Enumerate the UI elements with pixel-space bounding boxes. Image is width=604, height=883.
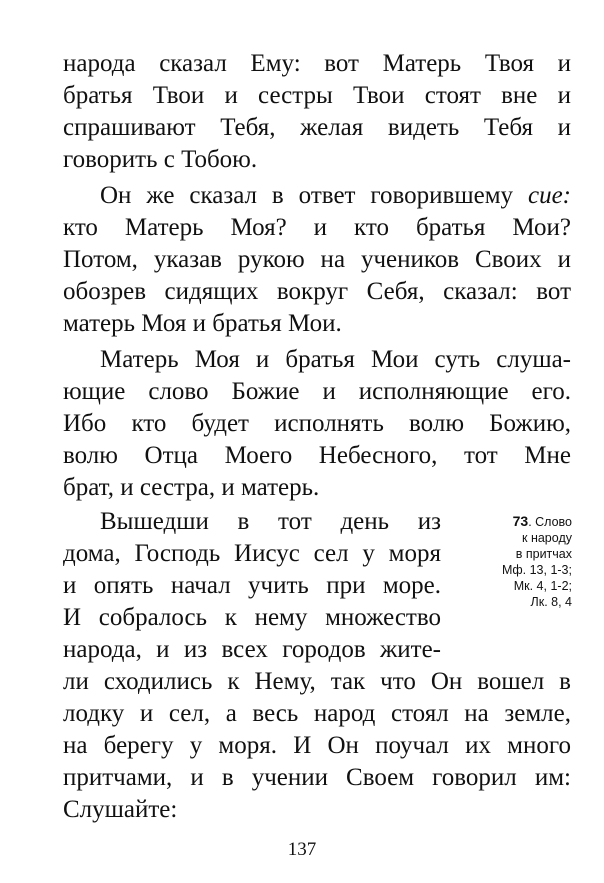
text-line: дома, Господь Иисус сел у моря	[63, 540, 441, 567]
note-title-line	[462, 513, 572, 530]
note-title-text: . Слово	[528, 515, 572, 529]
text-line: притчами, и в учении Своем говорил им:	[63, 764, 571, 791]
note-title-line: к народу	[522, 531, 572, 545]
text-line: Ибо кто будет исполнять волю Божию,	[63, 410, 571, 437]
italic-word: сие:	[527, 182, 572, 209]
page-number: 137	[287, 839, 317, 860]
note-reference: Мф. 13, 1-3;	[501, 563, 572, 577]
section-number: 73	[512, 513, 529, 529]
text-line: волю Отца Моего Небесного, тот Мне	[63, 442, 571, 469]
text-line: Вышедши в тот день из	[100, 508, 441, 535]
text-line: спрашивают Тебя, желая видеть Тебя и	[63, 114, 571, 141]
text-line: И собралось к нему множество	[63, 604, 441, 631]
text-line: обозрев сидящих вокруг Себя, сказал: вот	[63, 278, 571, 305]
note-title-line: в притчах	[515, 547, 572, 561]
text-line: народа, и из всех городов жите-	[63, 636, 441, 663]
text-line: братья Твои и сестры Твои стоят вне и	[63, 82, 571, 109]
text-line	[100, 180, 571, 212]
text-line: ли сходились к Нему, так что Он вошел в	[63, 668, 571, 695]
text-line: говорить с Тобою.	[63, 146, 258, 173]
note-reference: Мк. 4, 1-2;	[513, 579, 572, 593]
text-line: Слушайте:	[63, 796, 178, 823]
text-line: и опять начал учить при море.	[63, 572, 441, 599]
text-line: на берегу у моря. И Он поучал их много	[63, 732, 571, 759]
text-line: народа сказал Ему: вот Матерь Твоя и	[63, 50, 571, 77]
note-reference: Лк. 8, 4	[530, 595, 572, 609]
text-line: Матерь Моя и братья Мои суть слуша-	[100, 346, 571, 373]
margin-note	[462, 513, 572, 610]
text-line: кто Матерь Моя? и кто братья Мои?	[63, 214, 571, 241]
text-line: лодку и сел, а весь народ стоял на земле,	[63, 700, 571, 727]
text-line: Потом, указав рукою на учеников Своих и	[63, 246, 571, 273]
text-span: Он же сказал в ответ говорившему	[100, 182, 514, 209]
text-line: ющие слово Божие и исполняющие его.	[63, 378, 571, 405]
text-line: матерь Моя и братья Мои.	[63, 310, 342, 337]
text-line: брат, и сестра, и матерь.	[63, 474, 320, 501]
